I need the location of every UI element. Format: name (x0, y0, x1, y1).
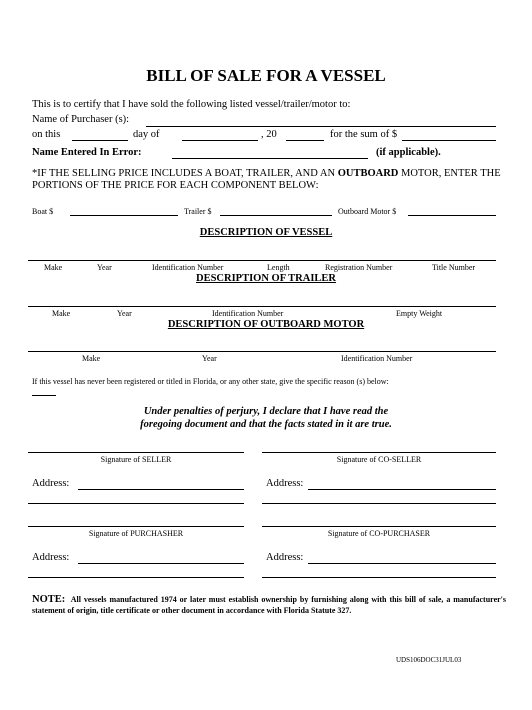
price-note-a: *IF THE SELLING PRICE INCLUDES A BOAT, TRAILER, AND AN (32, 168, 338, 179)
vessel-entry-line[interactable] (28, 260, 496, 261)
form-code: UDS106DOC31JUL03 (396, 656, 462, 664)
month-field[interactable] (182, 140, 258, 141)
sum-field[interactable] (402, 140, 496, 141)
vessel-col-length: Length (267, 263, 290, 272)
seller-address-label: Address: (32, 478, 70, 489)
purchaser-label: Name of Purchaser (s): (32, 114, 130, 125)
copurchaser-address-label: Address: (266, 552, 304, 563)
trailer-heading: DESCRIPTION OF TRAILER (195, 273, 337, 284)
trailer-entry-line[interactable] (28, 306, 496, 307)
year-field[interactable] (286, 140, 324, 141)
vessel-col-year: Year (97, 263, 112, 272)
vessel-col-title: Title Number (432, 263, 476, 272)
coseller-signature-line[interactable] (262, 452, 496, 453)
reason-field[interactable] (32, 395, 56, 396)
trailer-price-label: Trailer $ (184, 207, 212, 216)
purchaser-signature-line[interactable] (28, 526, 244, 527)
if-applicable-label: (if applicable). (376, 147, 441, 158)
motor-entry-line[interactable] (28, 351, 496, 352)
year-prefix-label: , 20 (261, 129, 277, 140)
boat-price-label: Boat $ (32, 207, 54, 216)
seller-signature-label: Signature of SELLER (100, 455, 172, 464)
coseller-address-field[interactable] (308, 489, 496, 490)
error-label: Name Entered In Error: (32, 147, 142, 158)
day-number-field[interactable] (72, 140, 128, 141)
copurchaser-address-field-2[interactable] (262, 577, 496, 578)
note-text: All vessels manufactured 1974 or later must establish ownership by furnishing along with this bill of sale, a manufacturer's statement of origin, title certificate or other document in accordance with Florida Statute 327. (32, 595, 507, 615)
purchaser-address-label: Address: (32, 552, 70, 563)
perjury-line-1: Under penalties of perjury, I declare that I have read the (143, 406, 389, 417)
price-note (32, 168, 506, 192)
on-this-label: on this (32, 129, 61, 140)
vessel-col-registration: Registration Number (325, 263, 393, 272)
motor-col-make: Make (82, 354, 101, 363)
copurchaser-signature-label: Signature of CO-PURCHASER (327, 529, 431, 538)
trailer-price-field[interactable] (220, 215, 332, 216)
seller-signature-line[interactable] (28, 452, 244, 453)
motor-heading: DESCRIPTION OF OUTBOARD MOTOR (167, 319, 365, 330)
trailer-col-year: Year (117, 309, 132, 318)
price-note-b: MOTOR, ENTER THE PORTIONS OF THE PRICE FOR EACH COMPONENT BELOW: (32, 168, 501, 191)
perjury-line-2: foregoing document and that the facts stated in it are true. (140, 419, 392, 430)
coseller-signature-label: Signature of CO-SELLER (336, 455, 422, 464)
motor-col-year: Year (202, 354, 217, 363)
purchaser-name-field[interactable] (146, 126, 496, 127)
outboard-price-label: Outboard Motor $ (338, 207, 397, 216)
coseller-address-field-2[interactable] (262, 503, 496, 504)
note-label: NOTE: (32, 594, 66, 605)
outboard-price-field[interactable] (408, 215, 496, 216)
vessel-col-id: Identification Number (152, 263, 224, 272)
purchaser-address-field[interactable] (78, 563, 244, 564)
purchaser-signature-label: Signature of PURCHASHER (88, 529, 184, 538)
copurchaser-signature-line[interactable] (262, 526, 496, 527)
motor-col-id: Identification Number (341, 354, 413, 363)
day-of-label: day of (133, 129, 160, 140)
trailer-col-weight: Empty Weight (396, 309, 443, 318)
seller-address-field-2[interactable] (28, 503, 244, 504)
purchaser-address-field-2[interactable] (28, 577, 244, 578)
trailer-col-id: Identification Number (212, 309, 284, 318)
never-registered-text: If this vessel has never been registered or titled in Florida, or any other state, give the specific reason (s) below: (32, 377, 389, 386)
form-title: BILL OF SALE FOR A VESSEL (146, 66, 386, 85)
copurchaser-address-field[interactable] (308, 563, 496, 564)
note-block (32, 594, 506, 616)
trailer-col-make: Make (52, 309, 71, 318)
coseller-address-label: Address: (266, 478, 304, 489)
error-name-field[interactable] (172, 158, 368, 159)
boat-price-field[interactable] (70, 215, 178, 216)
seller-address-field[interactable] (78, 489, 244, 490)
price-note-bold: OUTBOARD (337, 168, 399, 179)
intro-text: This is to certify that I have sold the following listed vessel/trailer/motor to: (32, 99, 351, 110)
sum-label: for the sum of $ (330, 129, 398, 140)
vessel-heading: DESCRIPTION OF VESSEL (199, 227, 333, 238)
vessel-col-make: Make (44, 263, 63, 272)
